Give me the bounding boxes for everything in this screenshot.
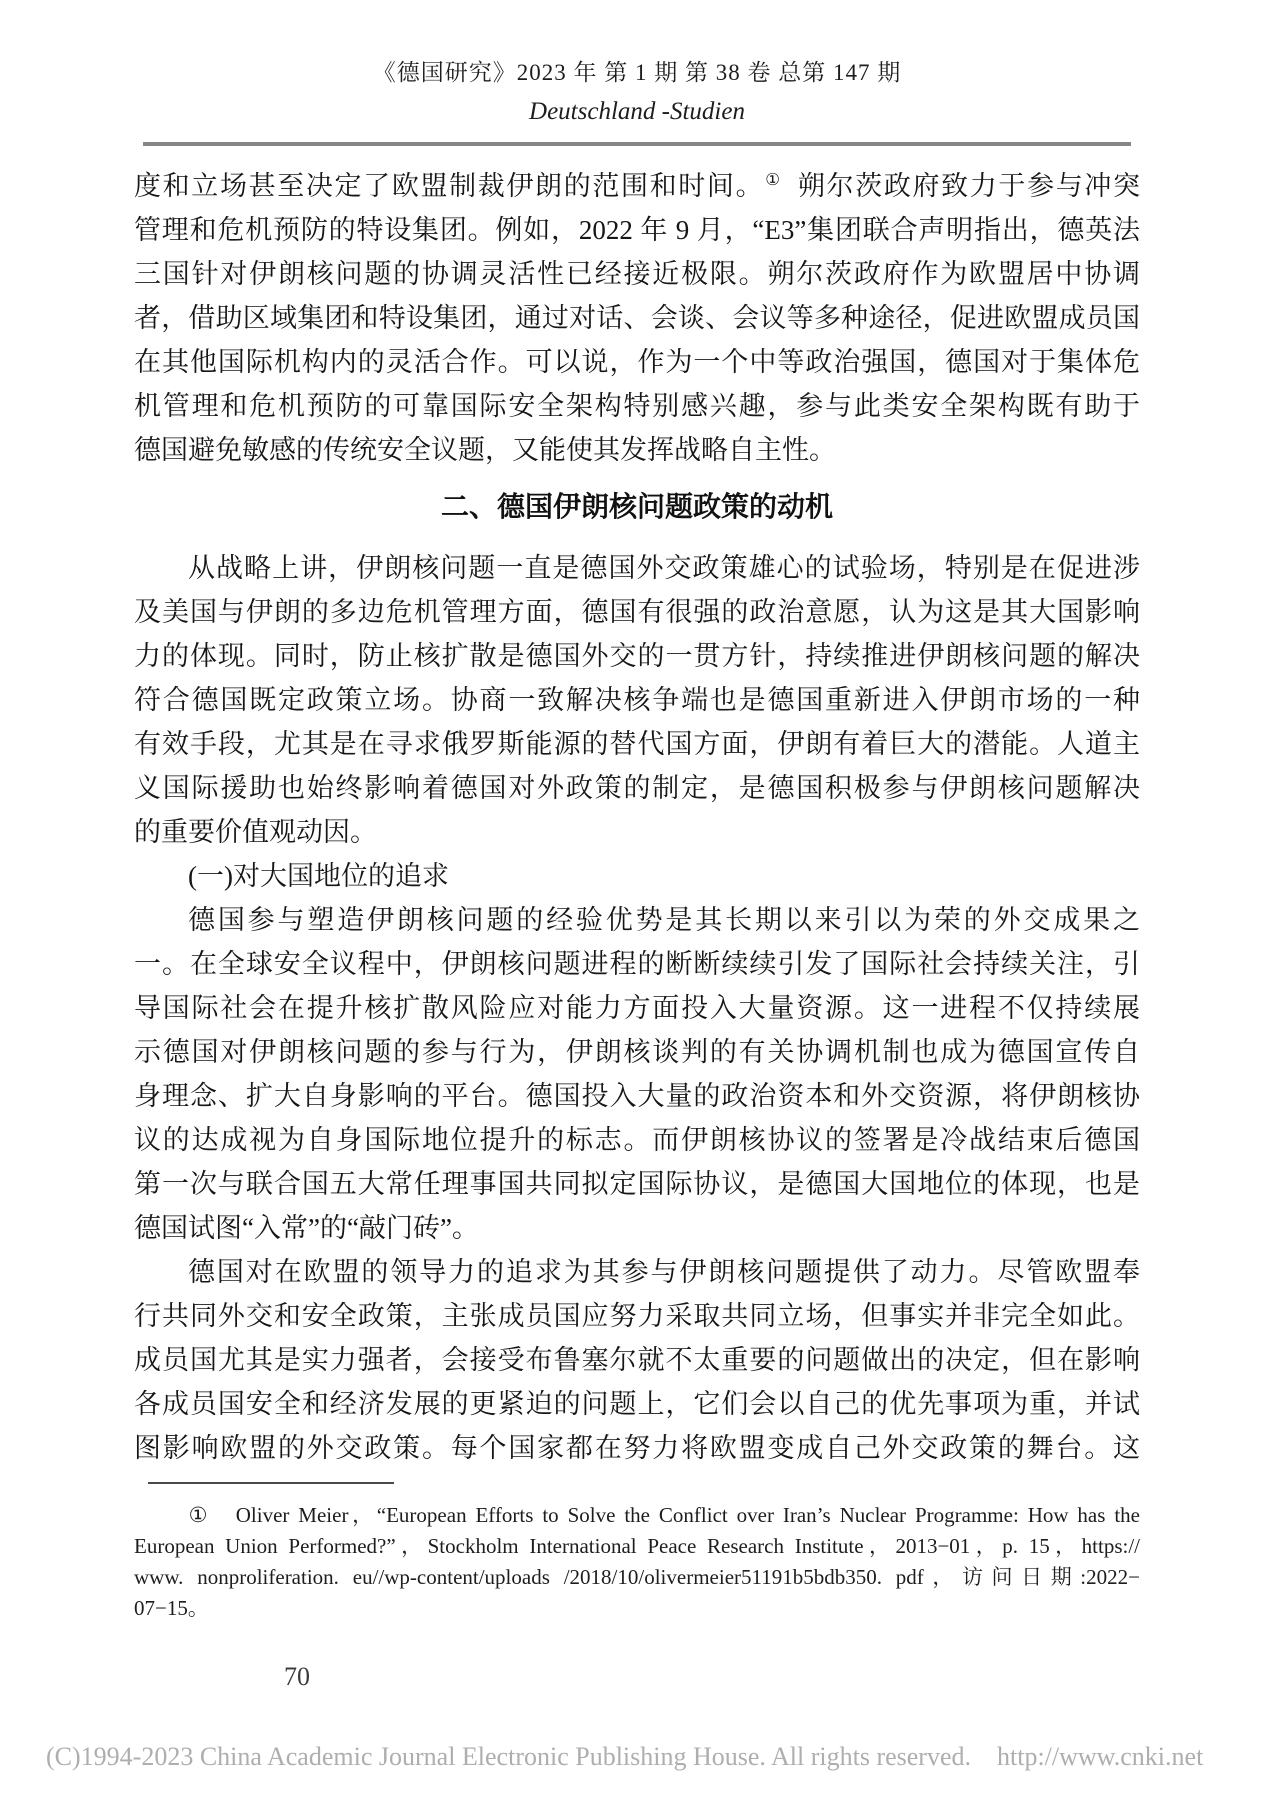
text-line: 力的体现。同时，防止核扩散是德国外交的一贯方针，持续推进伊朗核问题的解决 bbox=[134, 641, 1140, 671]
text-line: 德国避免敏感的传统安全议题，又能使其发挥战略自主性。 bbox=[134, 435, 836, 465]
paragraph-1 bbox=[134, 164, 1140, 472]
text-line: 导国际社会在提升核扩散风险应对能力方面投入大量资源。这一进程不仅持续展 bbox=[134, 993, 1140, 1023]
text-line: 身理念、扩大自身影响的平台。德国投入大量的政治资本和外交资源，将伊朗核协 bbox=[134, 1081, 1140, 1111]
sub-section-heading: (一)对大国地位的追求 bbox=[188, 861, 449, 891]
footnote-line: European Union Performed?”，Stockholm International Peace Research Institute，2013−01，p. 15，https:// bbox=[134, 1534, 1140, 1558]
article-body bbox=[134, 164, 1140, 1692]
section-heading: 二、德国伊朗核问题政策的动机 bbox=[440, 491, 833, 522]
text-line: 德国试图“入常”的“敲门砖”。 bbox=[134, 1213, 479, 1243]
text-line: 三国针对伊朗核问题的协调灵活性已经接近极限。朔尔茨政府作为欧盟居中协调 bbox=[134, 259, 1140, 289]
text-line: 从战略上讲，伊朗核问题一直是德国外交政策雄心的试验场，特别是在促进涉 bbox=[188, 553, 1140, 583]
text-line: 有效手段，尤其是在寻求俄罗斯能源的替代国方面，伊朗有着巨大的潜能。人道主 bbox=[134, 729, 1140, 759]
text-line: 及美国与伊朗的多边危机管理方面，德国有很强的政治意愿，认为这是其大国影响 bbox=[134, 597, 1140, 627]
text-line: 议的达成视为自身国际地位提升的标志。而伊朗核协议的签署是冷战结束后德国 bbox=[134, 1125, 1140, 1155]
paragraph-2 bbox=[134, 546, 1140, 854]
text-line: 成员国尤其是实力强者，会接受布鲁塞尔就不太重要的问题做出的决定，但在影响 bbox=[134, 1345, 1140, 1375]
text-line: 各成员国安全和经济发展的更紧迫的问题上，它们会以自己的优先事项为重，并试 bbox=[134, 1389, 1140, 1419]
footnote-divider bbox=[148, 1482, 394, 1484]
text-segment: 朔尔茨政府致力于参与冲突 bbox=[797, 171, 1141, 201]
footnote-ref: ① bbox=[765, 170, 782, 189]
text-line bbox=[134, 164, 1140, 208]
footnote-line: 07−15。 bbox=[134, 1596, 209, 1620]
text-line: 机管理和危机预防的可靠国际安全架构特别感兴趣，参与此类安全架构既有助于 bbox=[134, 391, 1140, 421]
page-number: 70 bbox=[284, 1662, 310, 1691]
journal-title-latin: Deutschland -Studien bbox=[529, 98, 745, 125]
footnote-line: ① Oliver Meier，“European Efforts to Solve the Conflict over Iran’s Nuclear Programme: How has the bbox=[188, 1503, 1140, 1527]
copyright-text: (C)1994-2023 China Academic Journal Electronic Publishing House. All rights reserved. bbox=[46, 1742, 971, 1771]
text-line: 德国对在欧盟的领导力的追求为其参与伊朗核问题提供了动力。尽管欧盟奉 bbox=[188, 1257, 1140, 1287]
text-line: 德国参与塑造伊朗核问题的经验优势是其长期以来引以为荣的外交成果之 bbox=[188, 905, 1140, 935]
copyright-footer bbox=[46, 1742, 1203, 1772]
text-line: 者，借助区域集团和特设集团，通过对话、会谈、会议等多种途径，促进欧盟成员国 bbox=[134, 303, 1140, 333]
footnote bbox=[134, 1500, 1140, 1624]
text-line: 符合德国既定政策立场。协商一致解决核争端也是德国重新进入伊朗市场的一种 bbox=[134, 685, 1140, 715]
header-divider bbox=[143, 142, 1131, 146]
page-header bbox=[0, 0, 1274, 146]
text-segment: 度和立场甚至决定了欧盟制裁伊朗的范围和时间。 bbox=[134, 171, 765, 201]
text-line: 一。在全球安全议程中，伊朗核问题进程的断断续续引发了国际社会持续关注，引 bbox=[134, 949, 1140, 979]
text-line: 示德国对伊朗核问题的参与行为，伊朗核谈判的有关协调机制也成为德国宣传自 bbox=[134, 1037, 1140, 1067]
text-line: 行共同外交和安全政策，主张成员国应努力采取共同立场，但事实并非完全如此。 bbox=[134, 1301, 1140, 1331]
text-line: 的重要价值观动因。 bbox=[134, 817, 377, 847]
text-line: 图影响欧盟的外交政策。每个国家都在努力将欧盟变成自己外交政策的舞台。这 bbox=[134, 1433, 1140, 1463]
text-line: 第一次与联合国五大常任理事国共同拟定国际协议，是德国大国地位的体现，也是 bbox=[134, 1169, 1140, 1199]
journal-info-line: 《德国研究》2023 年 第 1 期 第 38 卷 总第 147 期 bbox=[372, 60, 902, 85]
footnote-line: www. nonproliferation. eu//wp-content/uploads /2018/10/olivermeier51191b5bdb350. pdf，访问日期:2022− bbox=[134, 1565, 1140, 1589]
text-line: 管理和危机预防的特设集团。例如，2022 年 9 月，“E3”集团联合声明指出，德英法 bbox=[134, 215, 1140, 245]
paragraph-3 bbox=[134, 898, 1140, 1250]
footer-url: http://www.cnki.net bbox=[997, 1742, 1204, 1771]
text-line: 义国际援助也始终影响着德国对外政策的制定，是德国积极参与伊朗核问题解决 bbox=[134, 773, 1140, 803]
paragraph-4 bbox=[134, 1250, 1140, 1470]
text-line: 在其他国际机构内的灵活合作。可以说，作为一个中等政治强国，德国对于集体危 bbox=[134, 347, 1140, 377]
